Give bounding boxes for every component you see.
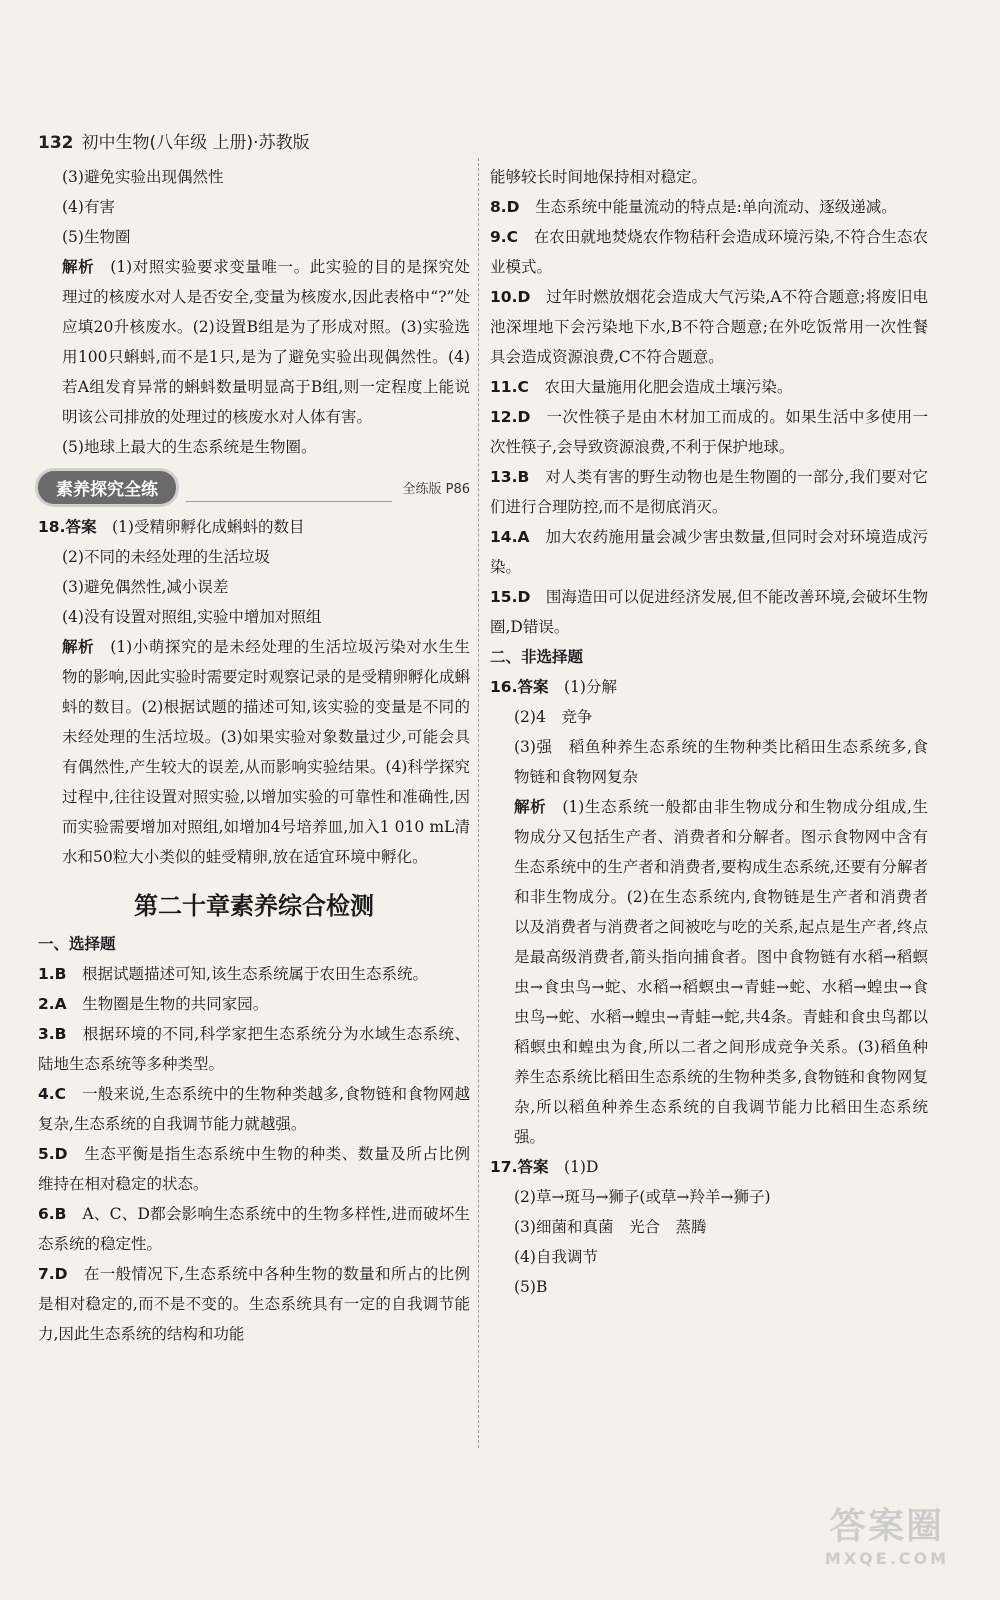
page-header (38, 128, 310, 153)
answer-number: 13.B (490, 468, 530, 486)
answer-text: 农田大量施用化肥会造成土壤污染。 (544, 378, 793, 396)
question-number: 16.答案 (490, 678, 549, 696)
choice-answer (490, 222, 928, 282)
analysis-text: (1)生态系统一般都由非生物成分和生物成分组成,生物成分又包括生产者、消费者和分解者。图示食物网中含有生态系统中的生产者和消费者,要构成生态系统,还要有分解者和非生物成分。(2)在生态系统内,食物链是生产者和消费者以及消费者与消费者之间被吃与吃的关系,起点是生产者,终点是最高级消费者,箭头指向捕食者。图中食物链有水稻→稻螟虫→食虫鸟→蛇、水稻→稻螟虫→青蛙→蛇、水稻→蝗虫→食虫鸟→蛇、水稻→蝗虫→青蛙→蛇,共4条。青蛙和食虫鸟都以稻螟虫和蝗虫为食,所以二者之间形成竞争关系。(3)稻鱼种养生态系统比稻田生态系统的生物种类多,食物链和食物网复杂,所以稻鱼种养生态系统的自我调节能力比稻田生态系统强。 (514, 798, 928, 1146)
answer-line: (2)4 竞争 (514, 708, 593, 726)
analysis-text: (1)对照实验要求变量唯一。此实验的目的是探究处理过的核废水对人是否安全,变量为核废水,因此表格中“?”处应填20升核废水。(2)设置B组是为了形成对照。(3)实验选用100只蝌蚪,而不是1只,是为了避免实验出现偶然性。(4)若A组发育异常的蝌蚪数量明显高于B组,则一定程度上能说明该公司排放的处理过的核废水对人体有害。 (62, 258, 470, 426)
chapter-title: 第二十章素养综合检测 (134, 892, 374, 920)
right-column (490, 162, 928, 1302)
answer-text: 过年时燃放烟花会造成大气污染,A不符合题意;将废旧电池深埋地下会污染地下水,B不符合题意;在外吃饭常用一次性餐具会造成资源浪费,C不符合题意。 (490, 288, 928, 366)
answer-number: 12.D (490, 408, 531, 426)
answer-text: 生物圈是生物的共同家园。 (82, 995, 269, 1013)
choice-answer (38, 1079, 470, 1139)
continued-text: 能够较长时间地保持相对稳定。 (490, 168, 708, 186)
left-column (38, 162, 470, 1349)
answer-line: (2)不同的未经处理的生活垃圾 (62, 548, 270, 566)
analysis-label: 解析 (62, 638, 95, 656)
answer-text: 根据环境的不同,科学家把生态系统分为水域生态系统、陆地生态系统等多种类型。 (38, 1025, 470, 1073)
watermark-url: MXQE.COM (824, 1549, 950, 1568)
answer-line: (5)B (514, 1278, 548, 1296)
analysis-paragraph (38, 252, 470, 432)
analysis-end: (5)地球上最大的生态系统是生物圈。 (62, 438, 317, 456)
answer-line: (4)有害 (62, 198, 115, 216)
answer-line: (3)细菌和真菌 光合 蒸腾 (514, 1218, 707, 1236)
choice-answer (490, 582, 928, 642)
question-number: 17.答案 (490, 1158, 549, 1176)
answer-text: 加大农药施用量会减少害虫数量,但同时会对环境造成污染。 (490, 528, 928, 576)
answer-text: 围海造田可以促进经济发展,但不能改善环境,会破坏生物圈,D错误。 (490, 588, 928, 636)
answer-line: (2)草→斑马→狮子(或草→羚羊→狮子) (514, 1188, 771, 1206)
book-title: 初中生物(八年级 上册)·苏教版 (81, 133, 310, 153)
answer-number: 14.A (490, 528, 530, 546)
answer-number: 1.B (38, 965, 67, 983)
answer-text: 生态平衡是指生态系统中生物的种类、数量及所占比例维持在相对稳定的状态。 (38, 1145, 470, 1193)
choice-answer (490, 372, 928, 402)
answer-number: 2.A (38, 995, 67, 1013)
answer-text: A、C、D都会影响生态系统中的生物多样性,进而破坏生态系统的稳定性。 (38, 1205, 470, 1253)
banner-reference: 全练版 P86 (402, 481, 470, 497)
analysis-text: (1)小萌探究的是未经处理的生活垃圾污染对水生生物的影响,因此实验时需要定时观察记录的是受精卵孵化成蝌蚪的数目。(2)根据试题的描述可知,该实验的变量是不同的未经处理的生活垃圾。(3)如果实验对象数量过少,可能会具有偶然性,产生较大的误差,从而影响实验结果。(4)科学探究过程中,往往设置对照实验,以增加实验的可靠性和准确性,因而实验需要增加对照组,如增加4号培养皿,加入1 010 mL清水和50粒大小类似的蛙受精卵,放在适宜环境中孵化。 (62, 638, 470, 866)
choice-answer (38, 1019, 470, 1079)
choice-answer (38, 989, 470, 1019)
choice-answer (38, 1259, 470, 1349)
choice-answer (490, 462, 928, 522)
analysis-label: 解析 (514, 798, 547, 816)
answer-text: (1)分解 (563, 678, 617, 696)
answer-line: (3)避免实验出现偶然性 (62, 168, 224, 186)
answer-text: 在农田就地焚烧农作物秸秆会造成环境污染,不符合生态农业模式。 (490, 228, 928, 276)
choice-answer (38, 959, 470, 989)
answer-number: 3.B (38, 1025, 67, 1043)
answer-number: 10.D (490, 288, 531, 306)
section-heading: 一、选择题 (38, 935, 116, 953)
answer-number: 4.C (38, 1085, 67, 1103)
answer-text: (1)D (563, 1158, 599, 1176)
watermark-logo (802, 1498, 972, 1568)
answer-text: 根据试题描述可知,该生态系统属于农田生态系统。 (82, 965, 428, 983)
question-answer (38, 512, 470, 542)
choice-answer (490, 402, 928, 462)
answer-text: 对人类有害的野生动物也是生物圈的一部分,我们要对它们进行合理防控,而不是彻底消灭。 (490, 468, 928, 516)
answer-text: 生态系统中能量流动的特点是:单向流动、逐级递减。 (535, 198, 897, 216)
section-banner (38, 468, 470, 506)
answer-number: 6.B (38, 1205, 67, 1223)
answer-number: 5.D (38, 1145, 68, 1163)
answer-text: (1)受精卵孵化成蝌蚪的数目 (111, 518, 305, 536)
choice-answer (38, 1199, 470, 1259)
column-divider (478, 158, 479, 1448)
answer-text: 一般来说,生态系统中的生物种类越多,食物链和食物网越复杂,生态系统的自我调节能力就越强。 (38, 1085, 470, 1133)
answer-number: 9.C (490, 228, 519, 246)
analysis-paragraph (490, 792, 928, 1152)
answer-line: (3)避免偶然性,减小误差 (62, 578, 229, 596)
answer-line: (4)没有设置对照组,实验中增加对照组 (62, 608, 322, 626)
answer-line: (5)生物圈 (62, 228, 131, 246)
answer-number: 15.D (490, 588, 531, 606)
choice-answer (490, 282, 928, 372)
question-answer (490, 1152, 928, 1182)
question-number: 18.答案 (38, 518, 97, 536)
answer-number: 8.D (490, 198, 520, 216)
choice-answer (490, 522, 928, 582)
page-number: 132 (38, 133, 74, 153)
banner-label: 素养探究全练 (38, 471, 176, 504)
answer-text: 一次性筷子是由木材加工而成的。如果生活中多使用一次性筷子,会导致资源浪费,不利于保护地球。 (490, 408, 928, 456)
banner-rule (186, 501, 392, 502)
choice-answer (38, 1139, 470, 1199)
question-answer (490, 672, 928, 702)
answer-line: (4)自我调节 (514, 1248, 598, 1266)
analysis-label: 解析 (62, 258, 95, 276)
answer-number: 7.D (38, 1265, 68, 1283)
choice-answer (490, 192, 928, 222)
answer-text: 在一般情况下,生态系统中各种生物的数量和所占的比例是相对稳定的,而不是不变的。生态系统具有一定的自我调节能力,因此生态系统的结构和功能 (38, 1265, 470, 1343)
answer-line: (3)强 稻鱼种养生态系统的生物种类比稻田生态系统多,食物链和食物网复杂 (514, 738, 928, 786)
watermark-text: 答案圈 (829, 1506, 944, 1547)
answer-number: 11.C (490, 378, 529, 396)
analysis-paragraph (38, 632, 470, 872)
section-heading: 二、非选择题 (490, 648, 584, 666)
